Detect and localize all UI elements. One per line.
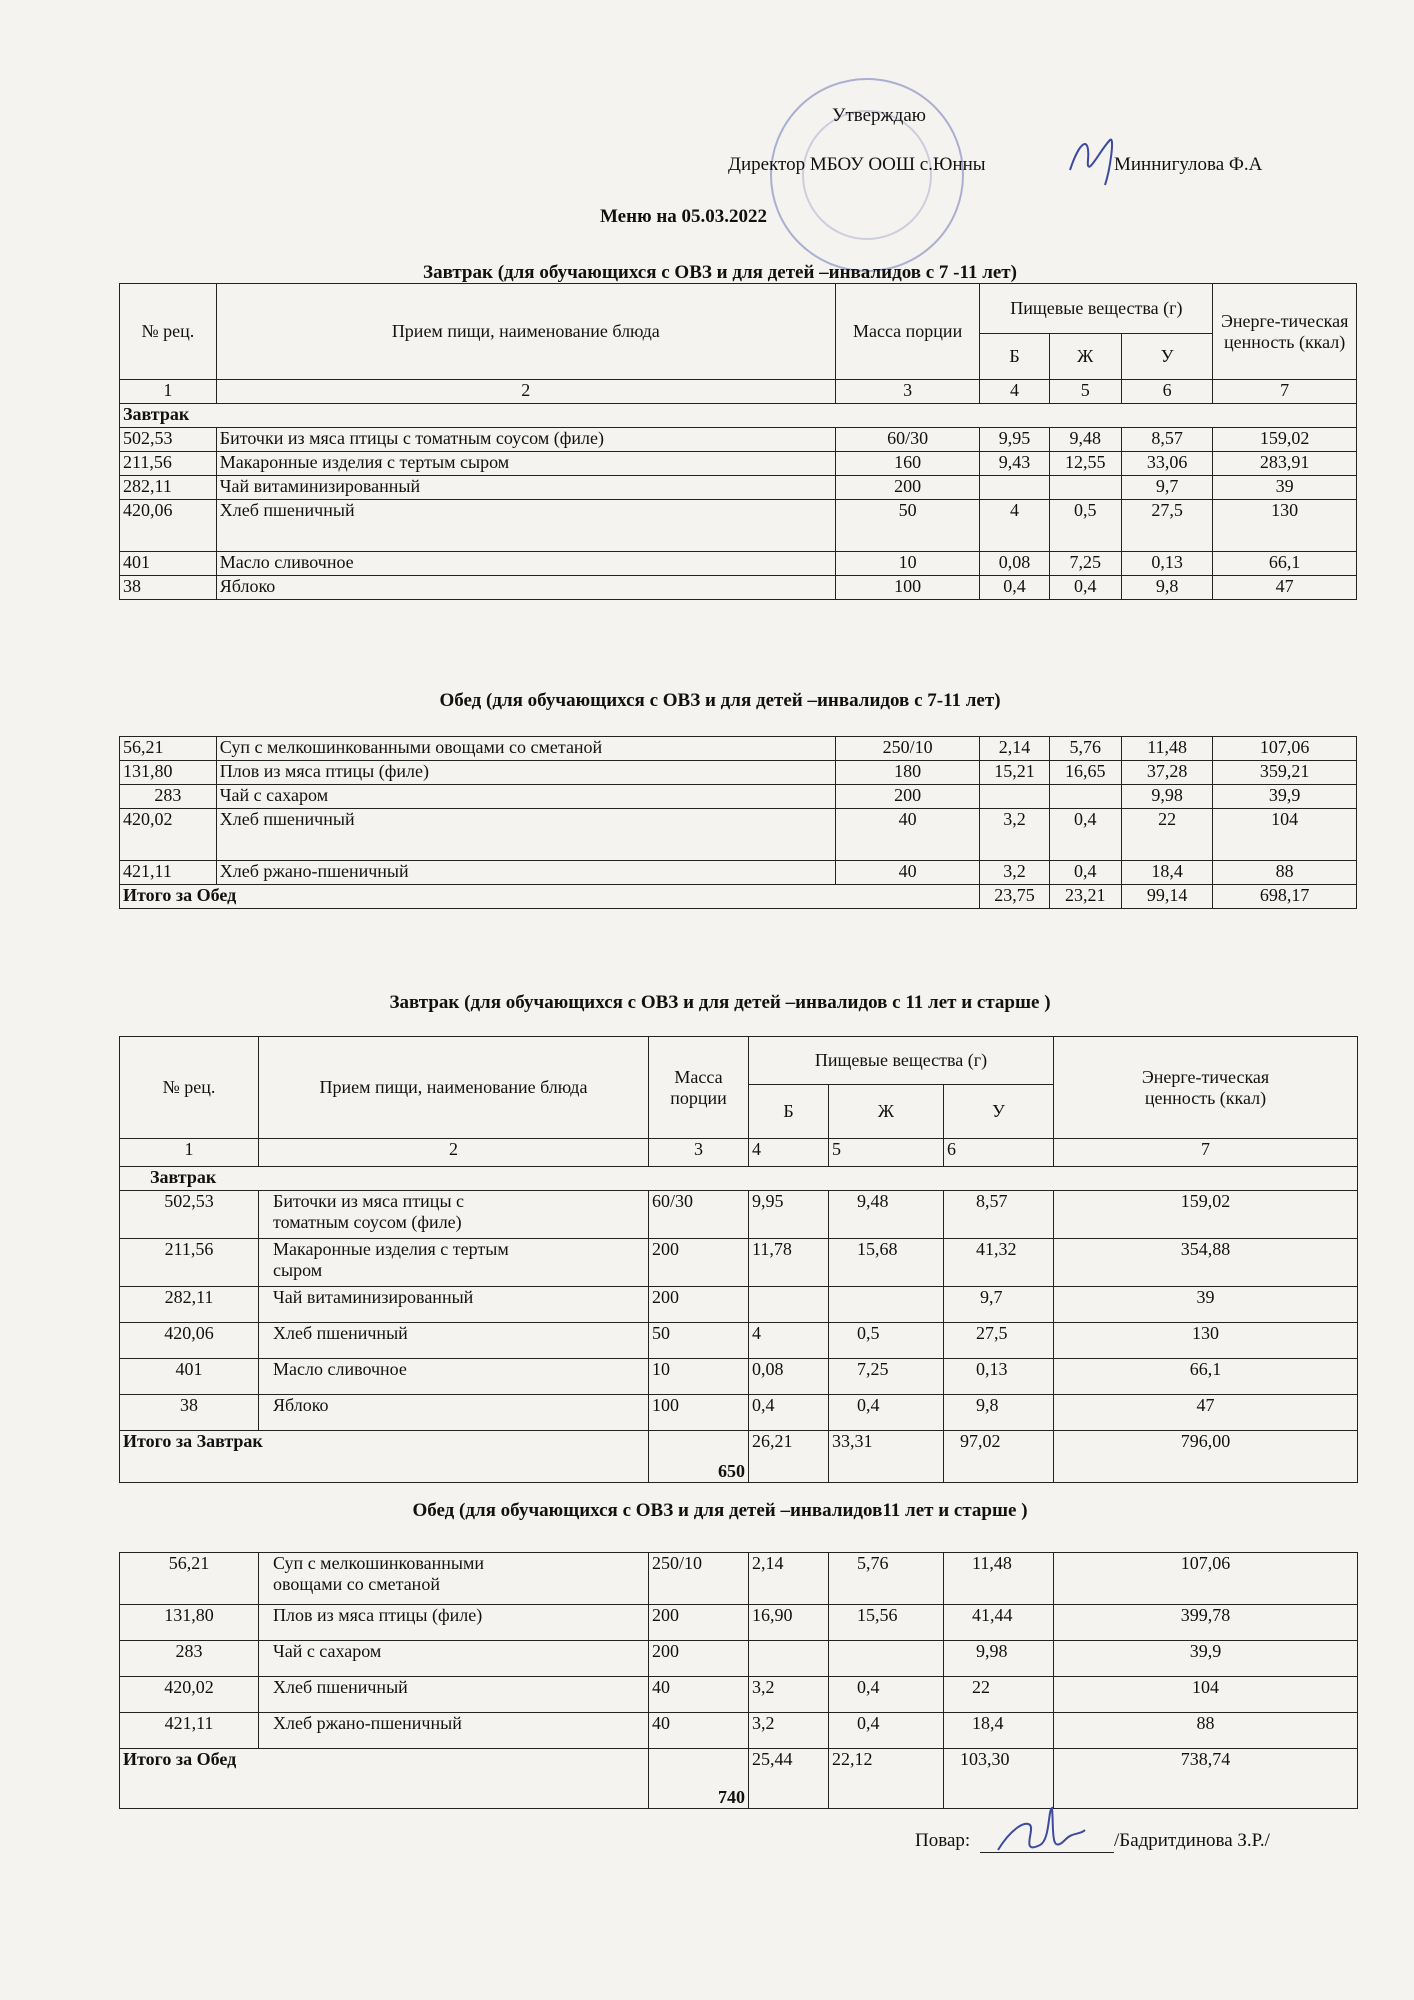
energy-cell: 283,91 [1213,452,1357,476]
energy-cell: 39 [1054,1287,1358,1323]
zh-cell: 0,4 [829,1677,944,1713]
dish-cell: Яблоко [259,1395,649,1431]
energy-cell: 738,74 [1054,1749,1358,1809]
energy-cell: 47 [1213,576,1357,600]
table-row [120,1239,1358,1287]
u-cell: 37,28 [1121,761,1212,785]
mass-cell: 10 [649,1359,749,1395]
dish-cell: Плов из мяса птицы (филе) [216,761,835,785]
dish-cell: Суп с мелкошинкованными овощами со сметаной [259,1553,649,1605]
director-position: Директор МБОУ ООШ с.Юнны [728,154,986,175]
rec-cell: 420,02 [120,1677,259,1713]
dish-cell: Масло сливочное [259,1359,649,1395]
breakfast-table-7-11 [119,283,1357,600]
header-dish: Прием пищи, наименование блюда [259,1037,649,1139]
b-cell: 3,2 [980,861,1049,885]
u-cell: 41,44 [944,1605,1054,1641]
table-row [120,1287,1358,1323]
b-cell: 4 [980,500,1049,552]
table-row [120,1553,1358,1605]
section3-title: Завтрак (для обучающихся с ОВЗ и для детей –инвалидов с 11 лет и старше ) [389,992,1051,1013]
energy-cell: 39,9 [1054,1641,1358,1677]
mass-cell: 200 [649,1605,749,1641]
mass-cell: 200 [835,785,980,809]
table-row [120,737,1357,761]
col-number: 4 [749,1139,829,1167]
total-row [120,1749,1358,1809]
rec-cell: 421,11 [120,861,217,885]
b-cell: 2,14 [980,737,1049,761]
col-number: 1 [120,380,217,404]
mass-cell: 40 [835,861,980,885]
rec-cell: 502,53 [120,428,217,452]
zh-cell [829,1287,944,1323]
cook-label: Повар: [915,1830,971,1851]
energy-cell: 130 [1054,1323,1358,1359]
zh-cell: 23,21 [1049,885,1121,909]
table-row [120,500,1357,552]
dish-cell: Масло сливочное [216,552,835,576]
table-row [120,1641,1358,1677]
dish-cell: Биточки из мяса птицы с томатным соусом (филе) [259,1191,649,1239]
zh-cell: 16,65 [1049,761,1121,785]
u-cell: 103,30 [944,1749,1054,1809]
u-cell: 9,8 [944,1395,1054,1431]
rec-cell: 282,11 [120,1287,259,1323]
b-cell: 2,14 [749,1553,829,1605]
dish-cell: Макаронные изделия с тертым сыром [216,452,835,476]
zh-cell: 0,4 [1049,576,1121,600]
b-cell: 3,2 [749,1677,829,1713]
header-u: У [1121,334,1213,380]
rec-cell: 131,80 [120,761,217,785]
total-label: Итого за Обед [120,1749,649,1809]
b-cell: 9,43 [980,452,1049,476]
mass-cell: 10 [835,552,980,576]
meal-label: Завтрак [120,404,1357,428]
rec-cell: 56,21 [120,1553,259,1605]
mass-cell: 160 [835,452,980,476]
u-cell: 9,7 [1121,476,1213,500]
header-rec: № рец. [120,1037,259,1139]
u-cell: 0,13 [944,1359,1054,1395]
energy-cell: 359,21 [1213,761,1357,785]
header-b: Б [980,334,1049,380]
mass-cell: 200 [835,476,980,500]
mass-cell: 180 [835,761,980,785]
table-row [120,1713,1358,1749]
section1-title: Завтрак (для обучающихся с ОВЗ и для детей –инвалидов с 7 -11 лет) [423,262,1017,283]
b-cell: 0,4 [980,576,1049,600]
table-row [120,476,1357,500]
energy-cell: 107,06 [1054,1553,1358,1605]
section4-title: Обед (для обучающихся с ОВЗ и для детей –инвалидов11 лет и старше ) [412,1500,1028,1521]
b-cell: 0,4 [749,1395,829,1431]
rec-cell: 420,06 [120,1323,259,1359]
header-nutrients: Пищевые вещества (г) [980,284,1213,334]
table-row [120,452,1357,476]
u-cell: 9,8 [1121,576,1213,600]
dish-cell: Хлеб пшеничный [216,500,835,552]
header-mass: Масса порции [835,284,980,380]
b-cell: 16,90 [749,1605,829,1641]
table-row [120,809,1357,861]
dish-cell: Плов из мяса птицы (филе) [259,1605,649,1641]
rec-cell: 502,53 [120,1191,259,1239]
dish-cell: Чай витаминизированный [259,1287,649,1323]
energy-cell: 104 [1054,1677,1358,1713]
b-cell [749,1641,829,1677]
rec-cell: 211,56 [120,1239,259,1287]
table-row [120,576,1357,600]
zh-cell: 5,76 [1049,737,1121,761]
header-zh: Ж [1049,334,1121,380]
zh-cell [829,1641,944,1677]
approval-label: Утверждаю [832,105,926,126]
table-row [120,1359,1358,1395]
b-cell: 3,2 [980,809,1049,861]
energy-cell: 104 [1213,809,1357,861]
rec-cell: 38 [120,576,217,600]
mass-cell: 200 [649,1239,749,1287]
dish-cell: Хлеб пшеничный [216,809,835,861]
table-row [120,1323,1358,1359]
rec-cell: 283 [120,1641,259,1677]
zh-cell: 12,55 [1049,452,1121,476]
zh-cell: 22,12 [829,1749,944,1809]
table-row [120,552,1357,576]
header-b: Б [749,1085,829,1139]
dish-cell: Хлеб ржано-пшеничный [216,861,835,885]
b-cell: 11,78 [749,1239,829,1287]
u-cell: 8,57 [1121,428,1213,452]
energy-cell: 107,06 [1213,737,1357,761]
col-number: 3 [649,1139,749,1167]
cook-name: /Бадритдинова З.Р./ [1114,1830,1270,1851]
header-nutrients: Пищевые вещества (г) [749,1037,1054,1085]
b-cell: 26,21 [749,1431,829,1483]
col-number: 3 [835,380,980,404]
table-row [120,1191,1358,1239]
section2-title: Обед (для обучающихся с ОВЗ и для детей –инвалидов с 7-11 лет) [439,690,1001,711]
zh-cell [1049,476,1121,500]
dish-cell: Хлеб ржано-пшеничный [259,1713,649,1749]
dish-cell: Макаронные изделия с тертым сыром [259,1239,649,1287]
header-rec: № рец. [120,284,217,380]
mass-cell: 200 [649,1641,749,1677]
u-cell: 18,4 [1121,861,1212,885]
rec-cell: 131,80 [120,1605,259,1641]
total-label: Итого за Завтрак [120,1431,649,1483]
col-number: 2 [259,1139,649,1167]
col-number: 4 [980,380,1049,404]
b-cell: 4 [749,1323,829,1359]
zh-cell: 9,48 [1049,428,1121,452]
header-mass: Масса порции [649,1037,749,1139]
header-energy: Энерге-тическая ценность (ккал) [1213,284,1357,380]
table-row [120,1677,1358,1713]
mass-cell: 740 [649,1749,749,1809]
dish-cell: Хлеб пшеничный [259,1677,649,1713]
b-cell: 15,21 [980,761,1049,785]
u-cell: 9,7 [944,1287,1054,1323]
zh-cell [1049,785,1121,809]
rec-cell: 211,56 [120,452,217,476]
energy-cell: 796,00 [1054,1431,1358,1483]
rec-cell: 420,06 [120,500,217,552]
total-row [120,1431,1358,1483]
zh-cell: 5,76 [829,1553,944,1605]
rec-cell: 401 [120,552,217,576]
energy-cell: 39 [1213,476,1357,500]
mass-cell: 50 [835,500,980,552]
u-cell: 11,48 [944,1553,1054,1605]
dish-cell: Чай витаминизированный [216,476,835,500]
energy-cell: 698,17 [1213,885,1357,909]
b-cell: 9,95 [980,428,1049,452]
mass-cell: 100 [835,576,980,600]
u-cell: 22 [944,1677,1054,1713]
header-zh: Ж [829,1085,944,1139]
b-cell [980,785,1049,809]
zh-cell: 0,5 [1049,500,1121,552]
zh-cell: 0,4 [1049,809,1121,861]
energy-cell: 88 [1213,861,1357,885]
zh-cell: 0,5 [829,1323,944,1359]
col-number: 5 [1049,380,1121,404]
energy-cell: 66,1 [1213,552,1357,576]
zh-cell: 0,4 [829,1713,944,1749]
mass-cell: 250/10 [835,737,980,761]
rec-cell: 283 [120,785,217,809]
b-cell: 0,08 [749,1359,829,1395]
table-row [120,761,1357,785]
table-row [120,1395,1358,1431]
energy-cell: 66,1 [1054,1359,1358,1395]
lunch-table-11-plus [119,1552,1358,1809]
u-cell: 27,5 [1121,500,1213,552]
dish-cell: Чай с сахаром [216,785,835,809]
energy-cell: 354,88 [1054,1239,1358,1287]
table-row [120,1605,1358,1641]
b-cell [749,1287,829,1323]
zh-cell: 15,68 [829,1239,944,1287]
u-cell: 41,32 [944,1239,1054,1287]
total-label: Итого за Обед [120,885,980,909]
b-cell: 25,44 [749,1749,829,1809]
rec-cell: 56,21 [120,737,217,761]
meal-label: Завтрак [120,1167,1358,1191]
b-cell: 9,95 [749,1191,829,1239]
zh-cell: 7,25 [1049,552,1121,576]
mass-cell: 40 [835,809,980,861]
zh-cell: 7,25 [829,1359,944,1395]
b-cell: 0,08 [980,552,1049,576]
u-cell: 8,57 [944,1191,1054,1239]
col-number: 7 [1213,380,1357,404]
dish-cell: Чай с сахаром [259,1641,649,1677]
dish-cell: Яблоко [216,576,835,600]
u-cell: 99,14 [1121,885,1212,909]
header-energy: Энерге-тическая ценность (ккал) [1054,1037,1358,1139]
energy-cell: 130 [1213,500,1357,552]
mass-cell: 250/10 [649,1553,749,1605]
mass-cell: 60/30 [649,1191,749,1239]
dish-cell: Суп с мелкошинкованными овощами со сметаной [216,737,835,761]
director-name: Миннигулова Ф.А [1114,154,1263,175]
mass-cell: 40 [649,1677,749,1713]
col-number: 1 [120,1139,259,1167]
energy-cell: 47 [1054,1395,1358,1431]
zh-cell: 15,56 [829,1605,944,1641]
b-cell: 3,2 [749,1713,829,1749]
u-cell: 27,5 [944,1323,1054,1359]
rec-cell: 401 [120,1359,259,1395]
col-number: 2 [216,380,835,404]
breakfast-table-11-plus [119,1036,1358,1483]
u-cell: 22 [1121,809,1212,861]
cook-signature [990,1800,1090,1870]
table-row [120,785,1357,809]
b-cell [980,476,1049,500]
col-number: 6 [944,1139,1054,1167]
mass-cell: 60/30 [835,428,980,452]
zh-cell: 0,4 [829,1395,944,1431]
zh-cell: 9,48 [829,1191,944,1239]
col-number: 5 [829,1139,944,1167]
mass-cell: 650 [649,1431,749,1483]
col-number: 6 [1121,380,1213,404]
menu-title: Меню на 05.03.2022 [600,206,768,227]
table-row [120,861,1357,885]
dish-cell: Биточки из мяса птицы с томатным соусом (филе) [216,428,835,452]
rec-cell: 421,11 [120,1713,259,1749]
energy-cell: 159,02 [1054,1191,1358,1239]
zh-cell: 33,31 [829,1431,944,1483]
u-cell: 11,48 [1121,737,1212,761]
mass-cell: 100 [649,1395,749,1431]
energy-cell: 88 [1054,1713,1358,1749]
header-u: У [944,1085,1054,1139]
u-cell: 9,98 [1121,785,1212,809]
lunch-table-7-11 [119,736,1357,909]
rec-cell: 38 [120,1395,259,1431]
u-cell: 9,98 [944,1641,1054,1677]
u-cell: 18,4 [944,1713,1054,1749]
energy-cell: 39,9 [1213,785,1357,809]
mass-cell: 40 [649,1713,749,1749]
rec-cell: 420,02 [120,809,217,861]
col-number: 7 [1054,1139,1358,1167]
mass-cell: 50 [649,1323,749,1359]
u-cell: 97,02 [944,1431,1054,1483]
energy-cell: 159,02 [1213,428,1357,452]
total-row [120,885,1357,909]
header-dish: Прием пищи, наименование блюда [216,284,835,380]
zh-cell: 0,4 [1049,861,1121,885]
b-cell: 23,75 [980,885,1049,909]
rec-cell: 282,11 [120,476,217,500]
dish-cell: Хлеб пшеничный [259,1323,649,1359]
u-cell: 0,13 [1121,552,1213,576]
energy-cell: 399,78 [1054,1605,1358,1641]
u-cell: 33,06 [1121,452,1213,476]
table-row [120,428,1357,452]
mass-cell: 200 [649,1287,749,1323]
